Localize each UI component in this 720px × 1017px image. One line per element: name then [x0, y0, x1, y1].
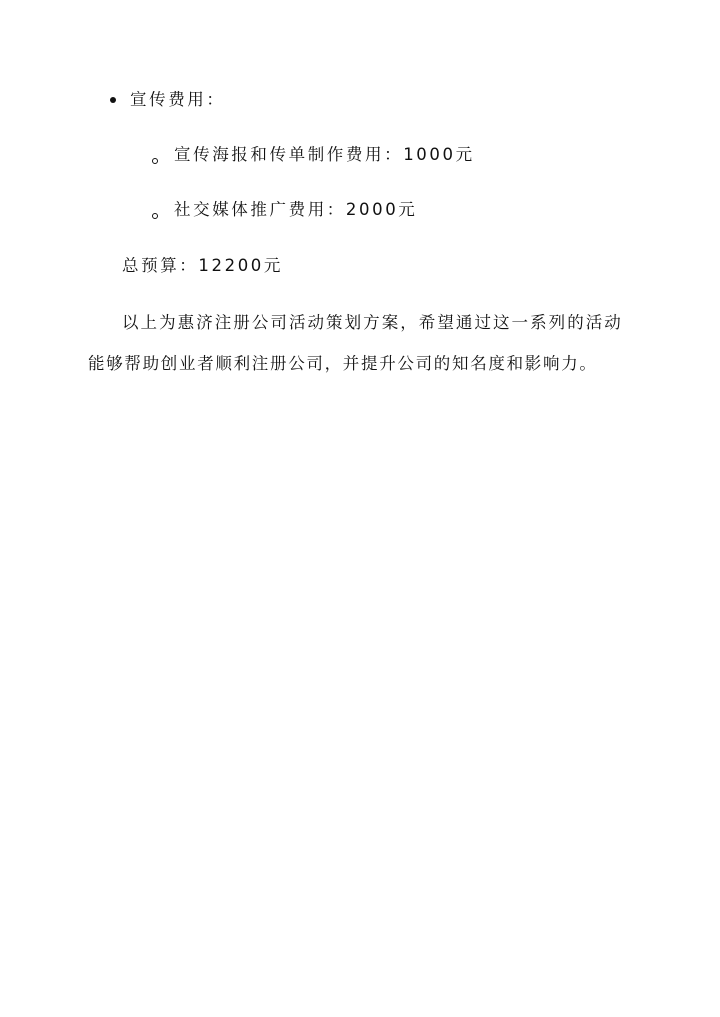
budget-total: 总预算：12200元	[122, 256, 283, 275]
conclusion-line-2: 能够帮助创业者顺利注册公司，并提升公司的知名度和影响力。	[88, 354, 598, 373]
hollow-circle-bullet-icon	[152, 213, 158, 219]
conclusion-line-1: 以上为惠济注册公司活动策划方案，希望通过这一系列的活动	[122, 313, 623, 332]
budget-item-social-media: 社交媒体推广费用：2000元	[174, 200, 418, 219]
hollow-circle-bullet-icon	[152, 158, 158, 164]
budget-item-poster: 宣传海报和传单制作费用：1000元	[174, 145, 475, 164]
bullet-dot-icon	[110, 97, 116, 103]
budget-category-label: 宣传费用：	[130, 90, 226, 109]
